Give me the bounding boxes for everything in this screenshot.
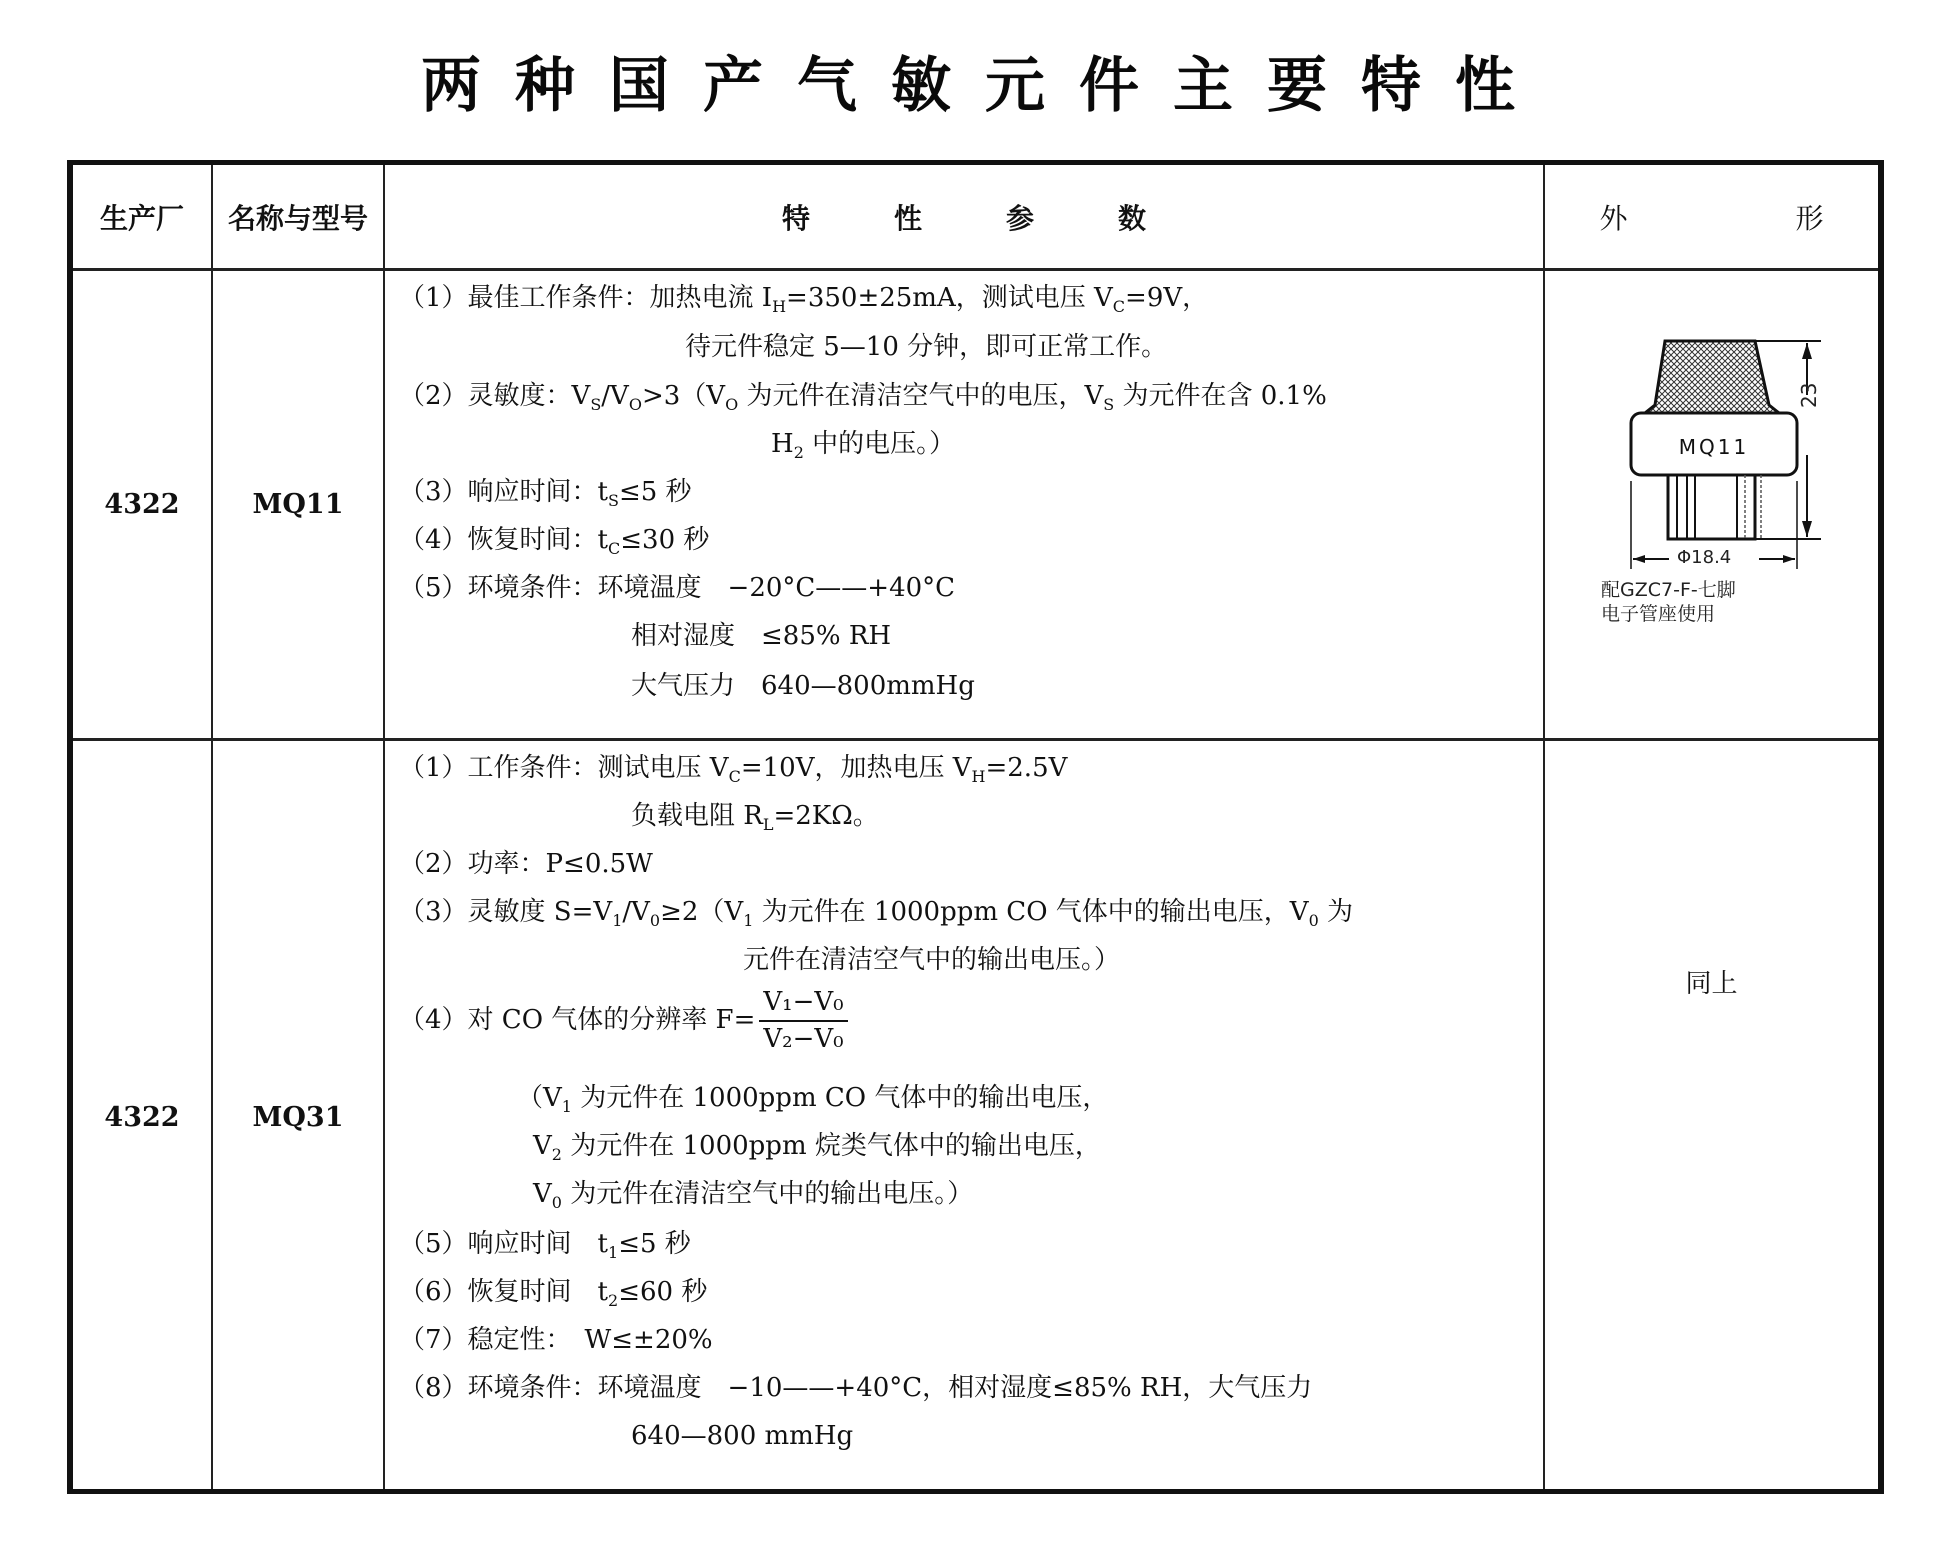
row2-specs — [385, 741, 1543, 1494]
spec-line: （1）工作条件：测试电压 $V_C=10V$，加热电压 $V_H=2.5V$ — [399, 753, 1068, 786]
row1-specs — [385, 271, 1543, 738]
resolution-fraction: $\frac{\text{V₁−V₀}}{\text{V₂−V₀}}$ — [759, 987, 847, 1055]
row2-appearance: 同上 — [1685, 968, 1738, 999]
spec-line: $V_0$ 为元件在清洁空气中的输出电压。） — [533, 1179, 974, 1212]
spec-line: （2）功率：P≤0.5W — [399, 849, 653, 879]
spec-line: （5）响应时间 $t_1\le 5$ 秒 — [399, 1229, 691, 1262]
row1-appearance — [1545, 271, 1878, 738]
spec-line: （$V_1$ 为元件在 1000ppm CO 气体中的输出电压， — [517, 1083, 1109, 1116]
socket-note-line2: 电子管座使用 — [1601, 603, 1716, 625]
spec-line: 640—800 mmHg — [631, 1421, 854, 1451]
spec-line: （6）恢复时间 $t_2\le 60$ 秒 — [399, 1277, 708, 1310]
row2-model: MQ31 — [252, 1102, 344, 1133]
spec-line: 大气压力 640—800mmHg — [631, 671, 975, 701]
row1-model: MQ11 — [252, 489, 344, 520]
spec-line: $V_2$ 为元件在 1000ppm 烷类气体中的输出电压， — [533, 1131, 1101, 1164]
spec-line: （2）灵敏度：$V_S/V_O>3(V_O$ 为元件在清洁空气中的电压，$V_S$ 为元件在含 0.1% — [399, 381, 1327, 414]
spec-line: （5）环境条件：环境温度 −20°C——+40°C — [399, 573, 956, 603]
row2-manufacturer: 4322 — [104, 1102, 180, 1133]
socket-note-line1: 配GZC7-F-七脚 — [1601, 579, 1736, 601]
page-title: 两种国产气敏元件主要特性 — [421, 51, 1549, 121]
spec-line: （7）稳定性： W≤±20% — [399, 1325, 713, 1355]
header-specs: 特 性 参 数 — [781, 201, 1146, 235]
svg-text:MQ11: MQ11 — [1678, 435, 1750, 459]
row1-manufacturer: 4322 — [104, 489, 180, 520]
spec-line: 相对湿度 ≤85% RH — [631, 621, 892, 651]
height-dimension: 23 — [1797, 382, 1821, 408]
header-name-model: 名称与型号 — [227, 201, 368, 235]
header-appearance: 外 形 — [1599, 201, 1824, 235]
spec-line: 元件在清洁空气中的输出电压。） — [743, 945, 1121, 975]
spec-line: $H_2$ 中的电压。） — [771, 429, 956, 462]
diameter-dimension: Φ18.4 — [1677, 547, 1732, 568]
header-manufacturer: 生产厂 — [99, 201, 184, 235]
spec-line: 负载电阻 $R_L=2K\Omega$。 — [631, 801, 879, 834]
spec-line: （8）环境条件：环境温度 −10——+40°C，相对湿度≤85% RH，大气压力 — [399, 1373, 1313, 1403]
spec-line: （3）响应时间：$t_S\le 5$ 秒 — [399, 477, 692, 510]
spec-table — [67, 160, 1884, 1494]
spec-line-formula: （4）对 CO 气体的分辨率 F= $\frac{\text{V₁−V₀}}{\text{V₂−V₀}}$ — [399, 987, 848, 1055]
spec-line: （3）灵敏度 $S=V_1/V_0\ge 2(V_1$ 为元件在 1000ppm CO 气体中的输出电压，$V_0$ 为 — [399, 897, 1354, 930]
spec-line: （1）最佳工作条件：加热电流 $I_H=350\pm 25mA$，测试电压 $V_C=9V$， — [399, 283, 1209, 316]
spec-line: 待元件稳定 5—10 分钟，即可正常工作。 — [685, 332, 1168, 362]
gas-sensor-drawing-icon — [1545, 271, 1878, 571]
spec-line: （4）恢复时间：$t_C\le 30$ 秒 — [399, 525, 710, 558]
